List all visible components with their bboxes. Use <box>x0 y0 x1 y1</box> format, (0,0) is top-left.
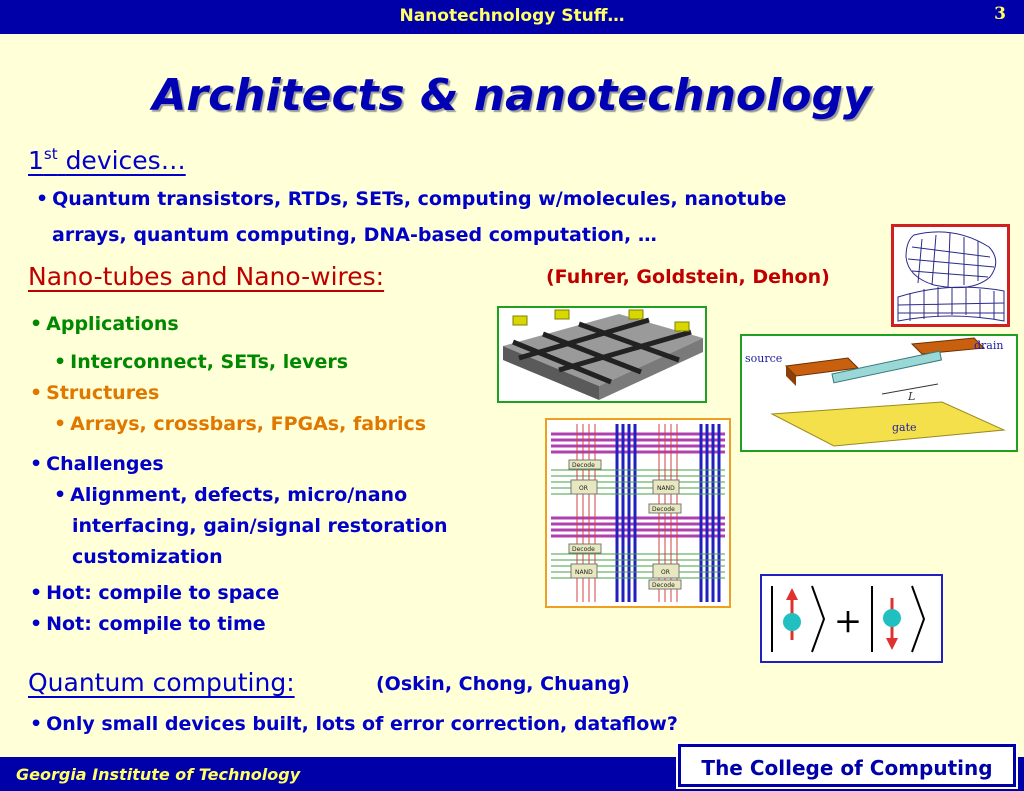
bullet-structures: • Structures <box>30 382 160 404</box>
section-heading-quantum: Quantum computing: <box>28 668 295 697</box>
length-label: L <box>908 390 916 403</box>
section-heading-first-devices: 1st devices… <box>28 145 186 175</box>
fabric-or-label-2: OR <box>661 569 670 576</box>
bullet-applications: • Applications <box>30 313 179 335</box>
spin-up-icon <box>783 588 801 640</box>
drain-label: drain <box>974 339 1004 352</box>
source-label: source <box>745 352 783 365</box>
crossbar-illustration <box>499 308 705 401</box>
bullet-devices-line1: • Quantum transistors, RTDs, SETs, computing w/molecules, nanotube <box>36 188 787 210</box>
fabric-illustration <box>547 420 729 606</box>
bullet-applications-sub: • Interconnect, SETs, levers <box>54 351 349 373</box>
section-heading-nanotubes: Nano-tubes and Nano-wires: <box>28 262 385 291</box>
bullet-challenges-sub: • Alignment, defects, micro/nano <box>54 484 408 506</box>
fabric-or-label-1: OR <box>579 485 588 492</box>
fabric-decode-label-2: Decode <box>652 506 675 513</box>
college-name: The College of Computing <box>701 756 993 780</box>
nanotubes-authors: (Fuhrer, Goldstein, Dehon) <box>546 266 830 288</box>
crossbar-image <box>497 306 707 403</box>
header-title: Nanotechnology Stuff… <box>399 6 625 26</box>
spin-down-icon <box>883 598 901 650</box>
bullet-devices-line2: arrays, quantum computing, DNA-based computation, … <box>52 224 657 246</box>
slide-title: Architects & nanotechnology <box>152 70 872 121</box>
college-badge <box>678 744 1016 787</box>
qubit-image <box>760 574 943 663</box>
fabric-nand-label-2: NAND <box>575 569 593 576</box>
transistor-illustration <box>742 336 1016 450</box>
quantum-authors: (Oskin, Chong, Chuang) <box>376 673 630 695</box>
fabric-nand-label-1: NAND <box>657 485 675 492</box>
fabric-decode-label-4: Decode <box>652 582 675 589</box>
bullet-challenges-line3: customization <box>72 546 223 568</box>
bullet-structures-sub: • Arrays, crossbars, FPGAs, fabrics <box>54 413 427 435</box>
bullet-challenges-line2: interfacing, gain/signal restoration <box>72 515 448 537</box>
fabric-decode-label-1: Decode <box>572 462 595 469</box>
page-number: 3 <box>994 4 1006 24</box>
bullet-quantum: • Only small devices built, lots of error correction, dataflow? <box>30 713 678 735</box>
bullet-not: • Not: compile to time <box>30 613 266 635</box>
plus-sign: + <box>833 601 863 641</box>
bullet-hot: • Hot: compile to space <box>30 582 280 604</box>
fabric-image <box>545 418 731 608</box>
header-bar <box>0 0 1024 34</box>
transistor-image <box>740 334 1018 452</box>
footer-organization: Georgia Institute of Technology <box>16 765 301 784</box>
gate-label: gate <box>892 421 917 434</box>
nanotube-illustration <box>894 227 1007 324</box>
nanotube-image <box>891 224 1010 327</box>
qubit-illustration <box>762 576 941 661</box>
fabric-decode-label-3: Decode <box>572 546 595 553</box>
bullet-challenges: • Challenges <box>30 453 164 475</box>
